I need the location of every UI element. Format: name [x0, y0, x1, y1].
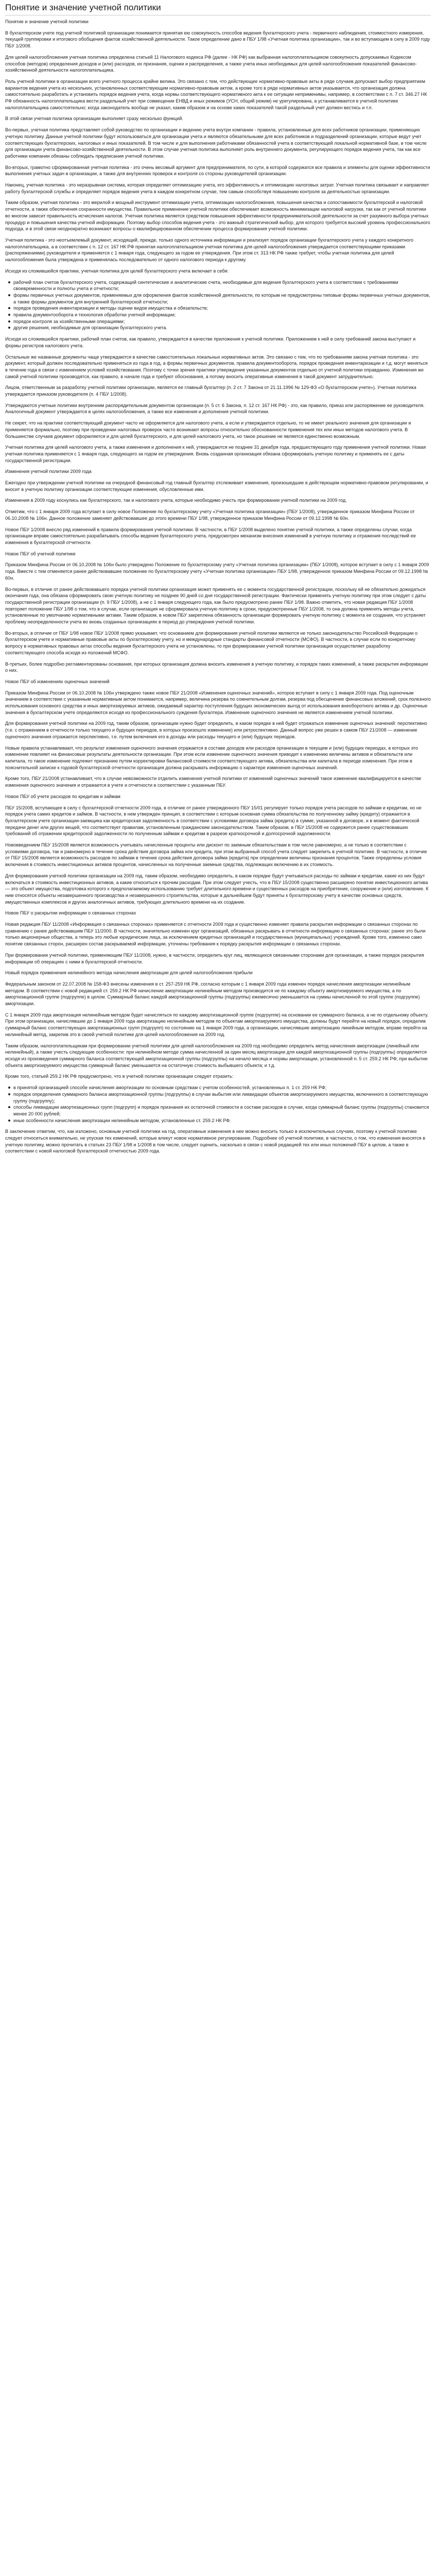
article-paragraph: Изменения учетной политики 2009 года: [5, 469, 92, 474]
article-paragraph: Лицом, ответственным за разработку учетной политики организации, является ее главный бухгалтер (п. 2 ст. 7 Закона от 21.11.1996 № 129-ФЗ «О бухгалтерском учете»). Учетная политика утверждается приказом руководителя (п. 4 ПБУ 1/2008).: [5, 385, 416, 397]
article-paragraph: Таким образом, налогоплательщикам при формировании учетной политики для целей налогообложения на 2009 год необходимо определить метод начисления амортизации (линейный или нелинейный), а также учесть следующие особенности: при нелинейном методе сумма начисленной за один месяц амортизации для каждой амортизационной группы (подгруппы) определяется исходя из произведения суммарного баланса соответствующей амортизационной группы (подгруппы) на начало месяца и нормы амортизации, установленной п. 5 ст. 259.2 НК РФ; при выбытии объекта амортизируемого имущества суммарный баланс уменьшается на остаточную стоимость выбывшего объекта; и т.д.: [5, 1043, 428, 1068]
article-page: [0, 2, 436, 1164]
article-paragraph: ПБУ 15/2008, вступающее в силу с бухгалтерской отчетности 2009 года, в отличие от ранее утвержденного ПБУ 15/01 регулирует только порядок учета расходов по займам и кредитам, но не порядок учета самих кредитов и займов. В частности, в нем утвержден принцип, в соответствии с которым основная сумма обязательства по полученному займу (кредиту) отражается в бухгалтерском учете организации-заемщика как кредиторская задолженность в соответствии с условиями договора займа (кредита) в сумме, указанной в договоре, и в момент фактической передачи денег или других вещей, что соответствует правилам, установленным гражданским законодательством. Таким образом, в ПБУ 15/2008 не содержится ранее существовавших требований об отражении кредиторской задолженности по полученным займам и кредитам в разрезе краткосрочной и долгосрочной задолженности.: [5, 805, 422, 837]
article-paragraph: Понятие и значение учетной политики: [5, 19, 89, 24]
bullet-list-item: [13, 1104, 431, 1117]
bullet-list-item-text: формы первичных учетных документов, применяемых для оформления фактов хозяйственной деятельности, по которым не предусмотрены типовые формы первичных учетных документов, а также формы документов для внутренней бухгалтерской отчетности;: [13, 292, 430, 304]
article-paragraph: Отметим, что с 1 января 2009 года вступает в силу новое Положение по бухгалтерскому учету «Учетная политика организации» (ПБУ 1/2008), утвержденное приказом Минфина России от 06.10.2008 № 106н. Данное положение заменяет действовавшее до этого времени ПБУ 1/98, утвержденное приказом Минфина России от 09.12.1998 № 60н.: [5, 509, 415, 521]
bullet-list-item: [13, 1091, 431, 1104]
bullet-list-item-text: в принятой организацией способе начисления амортизации по основным средствам с учетом особенностей, установленных п. 1 ст. 259 НК РФ;: [13, 1085, 327, 1091]
article-paragraph: Во-первых, в отличие от ранее действовавшего порядка учетной политики организация может применять ее с момента государственной регистрации, поскольку ей не обязательно дожидаться окончания года, она обязана сформировать свою учетную политику не позднее 90 дней со дня государственной регистрации. Фактически применять учетную политику при этом следует с даты государственной регистрации организации (п. 9 ПБУ 1/2008), а не с 1 января следующего года, как было предусмотрено ранее ПБУ 1/98. Важно отметить, что новая редакция ПБУ 1/2008 повторяет положение ПБУ 1/98 о том, что в случае, если организация не сформировала учетную политику в сроки, предусмотренные ПБУ 1/2008, то она должна применять методы учета, установленные по умолчанию нормативными актами. Таким образом, в новом ПБУ закреплена обязанность организации формировать учетную политику с момента ее создания, что устраняет проблему неопределенности учета во вновь созданных организациях в период до утверждения учетной политики.: [5, 586, 426, 625]
article-paragraph: Во-вторых, в отличие от ПБУ 1/98 новое ПБУ 1/2008 прямо указывает, что основанием для формирования учетной политики являются не только законодательство Российской Федерации о бухгалтерском учете и нормативные правовые акты по бухгалтерскому учету, но и международные стандарты финансовой отчетности (МСФО). В частности, в случае если по конкретному вопросу в нормативных правовых актах способы ведения бухгалтерского учета не установлены, то при формировании учетной политики организация осуществляет разработку соответствующего способа исходя из положений МСФО.: [5, 630, 418, 655]
bullet-dot-icon: [8, 320, 10, 323]
article-paragraph: В бухгалтерском учете под учетной политикой организации понимается принятая ею совокупность способов ведения бухгалтерского учета - первичного наблюдения, стоимостного измерения, текущей группировки и итогового обобщения фактов хозяйственной деятельности. Такое определение дано в ПБУ 1/98 «Учетная политика организации», так и во вступающем в силу в 2009 году ПБУ 1/2008.: [5, 30, 430, 49]
bullet-list-item-text: рабочий план счетов бухгалтерского учета, содержащий синтетические и аналитические счета, необходимые для ведения бухгалтерского учета в соответствии с требованиями своевременности и полноты учета и отчетности;: [13, 279, 398, 292]
article-paragraph: Новое ПБУ об учетной политике: [5, 551, 76, 556]
bullet-list-item-text: способы ликвидации амортизационных групп (подгрупп) и порядок признания их остаточной стоимости в составе расходов в случае, когда суммарный баланс группы (подгруппы) становится менее 20 000 рублей;: [13, 1105, 429, 1116]
bullet-list-item: [13, 318, 431, 325]
article-paragraph: Нововведением ПБУ 15/2008 является возможность учитывать начисленные проценты или дисконт по заемным обязательствам в том числе равномерно, а не только в соответствии с условиями договора, так и равномерно в течение срока действия договора займа или кредита, при этом выбранный способ учета следует закрепить в учетной политике. В частности, в отличие от ПБУ 15/2008 является возможность расходов по займам в течение срока действия договора займа (кредита) при определении величины признания процентов. Также определены условия включения в стоимость инвестиционных активов процентов, начисленных на полученные заемные средства, подлежащих включению в их стоимость.: [5, 842, 427, 868]
article-paragraph: Новый порядок применения нелинейного метода начисления амортизации для целей налогообложения прибыли: [5, 970, 253, 976]
article-paragraph: Не секрет, что на практике соответствующий документ часто не оформляется для налогового учета, а если и утверждается отдельно, то не имеет реального значения для организации и применяется формально, поэтому при проведении налоговых проверок часто возникают вопросы относительно обоснованности применения тех или иных методов налогового учета. В большинстве случаев документ оформляется и для целей бухгалтерского, и для целей налогового учета, но такое решение не является единственно возможным.: [5, 420, 411, 439]
article-paragraph: Новое ПБУ 1/2008 внесло ряд изменений в правила формирования учетной политики. В частности, в ПБУ 1/2008 выделено понятие учетной политики, а также определены случаи, когда организации вправе самостоятельно разрабатывать способы ведения бухгалтерского учета, предусмотрен механизм внесения изменений в учетную политику и отражения последствий ее изменения в бухгалтерской отчетности.: [5, 527, 416, 545]
article-paragraph: Наконец, учетная политика - это неразрывная система, которая определяет оптимизацию учета, его эффективность и оптимизацию налоговых затрат. Учетная политика связывает и направляет работу бухгалтерской службы и определяет порядок ведения учета в каждом конкретном случае, тем самым способствуя повышению контроля за деятельностью организации.: [5, 182, 429, 194]
article-paragraph: Новое ПБУ об изменениях оценочных значений: [5, 679, 110, 684]
article-paragraph: Исходя из сложившейся практики, рабочий план счетов, как правило, утверждается в качестве приложения к учетной политике. Приложением к ней в силу требований закона выступают и формы регистров налогового учета.: [5, 336, 416, 348]
article-paragraph: Новые правила устанавливают, что результат изменения оценочного значения отражается в составе доходов или расходов организации в текущем и (или) будущих периодах, в которых это изменение повлияет на финансовые результаты деятельности организации. При этом если изменение оценочного значения приводит к изменению величины активов и обязательств или капитала, то такое изменение подлежит признанию путем корректировки балансовой стоимости соответствующего актива, обязательства или капитала в периоде изменения. При этом в пояснительной записке к годовой бухгалтерской отчетности организация должна раскрывать информацию о характере изменения оценочных значений.: [5, 745, 418, 770]
article-paragraph: Для формирования учетной политики на 2009 год, таким образом, организации нужно будет определить, в каком порядке в ней будет отражаться изменение оценочных значений: перспективно (т.е. с отражением в отчетности только текущего и будущих периодов, в которых произошло изменение) или ретроспективно. Данный вопрос уже решен в самом ПБУ 21/2008 — изменение оценочного значения отражается перспективно, т.е. путем включения его в доходы или расходы текущего и (или) будущих периодов.: [5, 721, 427, 739]
article-paragraph: Во-первых, учетная политика представляет собой руководство по организации и ведению учета внутри компании - правила, установленные для всех работников организации, применяющих учетную политику. Данные учетной политики будут использоваться для организации учета и являются обязательными для всех работников и подразделений организации, которые ведут учет соответствующих бухгалтерских, налоговых и иных показателей. В том числе и для выполнения работниками обязанностей учета в соответствующей локальной нормативной базе, в том числе для организации учета финансово-хозяйственной деятельности. В этом случае учетная политика выполняет роль внутреннего документа, регулирующего порядок ведения учета, так как все работники компании обязаны соблюдать предписания учетной политики.: [5, 127, 427, 159]
article-paragraph: Федеральным законом от 22.07.2008 № 158-ФЗ внесены изменения в ст. 257-259 НК РФ, согласно которым с 1 января 2009 года изменен порядок начисления амортизации нелинейным методом. В соответствии с новой редакцией ст. 259.2 НК РФ начисление амортизации нелинейным методом производится не по каждому объекту амортизируемого имущества, а по амортизационной группе (подгруппе) в целом. Суммарный баланс каждой амортизационной группы (подгруппы) ежемесячно уменьшается на суммы начисленной по этой группе (подгруппе) амортизации.: [5, 981, 420, 1007]
bullet-list-item: [13, 325, 431, 331]
bullet-list-item: [13, 305, 431, 312]
article-paragraph: В заключение отметим, что, как изложено, основным учетной политики на год, оперативные изменения в нее можно вносить только в исключительных случаях, поэтому к учетной политике следует относиться внимательно, не упуская тех изменений, которые влекут новое нормативное регулирование. Подробнее об учетной политике, в частности, о том, что изменения вносятся в учетную политику, можно прочитать в статьях 23 ПБУ 1/98 и 1/2008 в том числе, следует оценить, насколько в связи с новой редакцией тех или иных положений ПБУ в целом, а также в соответствии с новой налоговой бухгалтерской отчетностью 2009 года.: [5, 1129, 426, 1154]
article-paragraph: Таким образом, учетная политика - это мерилой и мощный инструмент оптимизации учета, оптимизации налогообложения, повышения качества и сопоставимости бухгалтерской и налоговой отчетности, а также обеспечения сохранности имущества. Правильное применение учетной политики обеспечивает возможность минимизации налоговой нагрузки, так как от учетной политики во многом зависит правильность исчисления налогов. Учетная политика является средством повышения эффективности предпринимательской деятельности за счет разумного выбора учетных процедур и повышения качества учетной информации. Поэтому выбор способов ведения учета - это важный стратегический выбор, для которого требуется высокий уровень профессионального подхода, и в этой связи неоднократно возникают вопросы о квалифицированном обеспечении процесса формирования учетной политики.: [5, 200, 430, 232]
article-paragraph: Изменения в 2009 году коснулись как бухгалтерского, так и налогового учета, которые необходимо учесть при формировании учетной политики на 2009 год.: [5, 498, 347, 503]
bullet-list-item-text: порядок проведения инвентаризации и методы оценки видов имущества и обязательств;: [13, 306, 208, 311]
bullet-list-item: [13, 292, 431, 305]
bullet-list-item-text: порядок контроля за хозяйственными операциями;: [13, 318, 125, 324]
article-paragraph: Ежегодно при утверждении учетной политики на очередной финансовый год главный бухгалтер отслеживает изменения, произошедшие в действующем нормативно-правовом регулировании, и вносит в учетную политику организации соответствующие изменения, обусловленные ими.: [5, 480, 428, 492]
bullet-dot-icon: [8, 1093, 10, 1095]
bullet-dot-icon: [8, 281, 10, 283]
bullet-list-item-text: порядок определения суммарного баланса амортизационной группы (подгруппы) в случае выбытия или ликвидации объектов амортизируемого имущества, включенного в соответствующую группу (подгруппу);: [13, 1091, 428, 1104]
article-paragraph: Утверждаются учетные политики внутренним распорядительным документом организации (п. 5 ст. 6 Закона, п. 12 ст. 167 НК РФ) - это, как правило, приказ или распоряжение ее руководителя. Аналогичный документ утверждается в целях налогообложения, а также все изменения и дополнения учетной политики.: [5, 402, 425, 415]
bullet-dot-icon: [8, 1087, 10, 1089]
page-title: [5, 2, 431, 15]
bullet-list-item-text: другие решения, необходимые для организации бухгалтерского учета.: [13, 325, 167, 331]
article-paragraph: Новое ПБУ о раскрытии информации о связанных сторонах: [5, 910, 136, 916]
bullet-dot-icon: [8, 327, 10, 329]
article-paragraph: При формировании учетной политики, применяющим ПБУ 11/2008, нужно, в частности, определить круг лиц, являющихся связанными сторонами для организации, а также порядок раскрытия информации об операциях с ними в бухгалтерской отчетности.: [5, 952, 424, 964]
article-body: [5, 19, 431, 1155]
article-paragraph: Для целей налогообложения учетная политика определена статьей 11 Налогового кодекса РФ (далее - НК РФ) как выбранная налогоплательщиком совокупность допускаемых Кодексом способов (методов) определения доходов и (или) расходов, их признания, оценки и распределения, а также учета иных необходимых для целей налогообложения показателей финансово-хозяйственной деятельности налогоплательщика.: [5, 54, 417, 73]
bullet-list-item-text: иные особенности начисления амортизации нелинейным методом, установленные ст. 259.2 НК РФ.: [13, 1117, 231, 1123]
article-paragraph: Для формирования учетной политики организации на 2009 год, таким образом, необходимо определить, в каком порядке будут учитываться расходы по займам и кредитам, какие из них будут включаться в стоимость инвестиционных активов, а какие относиться к прочим расходам. При этом следует учесть, что в ПБУ 15/2008 существенно расширено понятие инвестиционного актива — это объект имущества, подготовка которого к предполагаемому использованию требует длительного времени и существенных расходов на приобретение, сооружение и (или) изготовление. К ним относятся объекты незавершенного производства и незавершенного строительства, которые в дальнейшем будут приняты к бухгалтерскому учету в качестве основных средств, имущественных комплексов и других аналогичных активов, требующих длительного времени на их создание.: [5, 873, 429, 905]
article-paragraph: Кроме того, статьей 259.2 НК РФ предусмотрено, что в учетной политике организации следует отразить:: [5, 1074, 234, 1079]
article-paragraph: В-третьих, более подробно регламентированы основания, при которых организация должна вносить изменения в учетную политику, и порядок таких изменений, а также раскрытия информации о них.: [5, 661, 428, 673]
article-paragraph: Приказом Минфина России от 06.10.2008 № 106н утверждено также новое ПБУ 21/2008 «Изменения оценочных значений», которое вступает в силу с 1 января 2009 года. Под оценочным значением в соответствии с указанным нормативным актом понимается, например, величина резерва по сомнительным долгам, резерва под обесценение финансовых вложений, срок полезного использования основного средства и иных амортизируемых активов, ожидаемый характер поступления будущих экономических выгод от использования внеоборотного актива и др. Оценочные значения в бухгалтерском учете определяются исходя из профессионального суждения бухгалтера. Изменение оценочного значения не является изменением учетной политики.: [5, 690, 431, 715]
bullet-dot-icon: [8, 314, 10, 316]
article-paragraph: Исходя из сложившейся практики, учетная политика для целей бухгалтерского учета включает в себя:: [5, 268, 229, 274]
article-paragraph: С 1 января 2009 года амортизация нелинейным методом будет начисляться по каждому амортизационной группе (подгруппе) на основании ее суммарного баланса, а не по отдельному объекту. При этом организации, начислявшие до 1 января 2009 года амортизацию нелинейным методом по объектам амортизируемого имущества, должны будут перейти на новый порядок, определив суммарный баланс соответствующих амортизационных групп (подгрупп) по состоянию на 1 января 2009 года, а организации, начислявшие амортизацию линейным методом, вправе перейти на нелинейный метод, закрепив это в своей учетной политике для целей налогообложения на 2009 год.: [5, 1012, 429, 1037]
bullet-list-item: [13, 279, 431, 292]
article-paragraph: Учетная политика для целей налогового учета, а также изменения и дополнения к ней, утверждаются не позднее 31 декабря года, предшествующего году применения учетной политики. Новая учетная политика применяется с 1 января года, следующего за годом ее утверждения. Вновь созданная организация обязана сформировать учетную политику и применять ее с даты государственной регистрации.: [5, 445, 426, 463]
bullet-dot-icon: [8, 1106, 10, 1108]
bullet-list-item: [13, 1084, 431, 1091]
article-paragraph: Кроме того, ПБУ 21/2008 устанавливает, что в случае невозможности отделить изменения учетной политики от изменений оценочных значений такое изменение квалифицируется в качестве изменения оценочного значения и отражается в учете и отчетности в соответствии с указанным ПБУ.: [5, 776, 422, 788]
article-paragraph: Роль учетной политики в организации всего учетного процесса крайне велика. Это связано с тем, что действующее нормативно-правовые акты в ряде случаев допускают выбор предприятием вариантов ведения учета из нескольких, установленных соответствующим нормативно-правовым актом, а кроме того в ряде нормативных актов указывается, что организация должна самостоятельно разработать и установить порядок ведения учета, когда нормы соответствующего нормативного акта к ее ситуации неприменимы, например, в соответствии с п. 7 ст. 346.27 НК РФ обязанность налогоплательщика вести раздельный учет при совмещении ЕНВД и иных режимов (УСН, общий режим) не урегулирована, а устанавливается в учетной политике налогоплательщика самостоятельно; когда законодатель вообще не указал, каким образом и на основе каких показателей такой раздельный учет должен вестись и т.п.: [5, 78, 427, 110]
article-paragraph: В этой связи учетная политика организации выполняет сразу несколько функций.: [5, 116, 183, 122]
bullet-list-item-text: правила документооборота и технология обработки учетной информации;: [13, 312, 176, 318]
article-paragraph: Остальные же названные документы чаще утверждаются в качестве самостоятельных локальных нормативных актов. Это связано с тем, что по требованиям закона учетная политика - это документ, который должен последовательно применяться из года в год, а формы первичных документов, правила документооборота, порядок проведения инвентаризации и т.д. могут меняться в течение года в связи с изменением условий хозяйствования. Поэтому с точки зрения практики утверждение указанных документов отдельно от учетной политики оправданно. Изменения же самой учетной политики производятся, как правило, в начале года и требуют обоснования, а потому вносить оперативные изменения в такой документ затруднительно.: [5, 354, 428, 379]
bullet-list-item: [13, 1117, 431, 1124]
bullet-dot-icon: [8, 294, 10, 296]
article-paragraph: Новая редакция ПБУ 11/2008 «Информация о связанных сторонах» применяется с отчетности 2009 года и существенно изменяет правила раскрытия информации о связанных сторонах по сравнению с ранее действовавшим ПБУ 11/2000. В частности, значительно изменен круг организаций, обязанных раскрывать в отчетности информацию о связанных сторонах: ранее это были только акционерные общества, а теперь это любые юридические лица, за исключением кредитных организаций и государственных (муниципальных) учреждений. Кроме того, изменено само понятие связанных сторон, расширен состав раскрываемой информации, уточнены требования к порядку раскрытия информации о связанных сторонах.: [5, 922, 426, 947]
article-bullet-list: [5, 279, 431, 332]
bullet-dot-icon: [8, 1120, 10, 1122]
article-bullet-list: [5, 1084, 431, 1124]
article-paragraph: Приказом Минфина России от 06.10.2008 № 106н было утверждено Положение по бухгалтерскому учету «Учетная политика организации» (ПБУ 1/2008), которое вступает в силу с 1 января 2009 года. Вместе с тем отменяется ранее действовавшее положение по бухгалтерскому учету «Учетная политика организации» ПБУ 1/98, утвержденное приказом Минфина России от 09.12.1998 № 60н.: [5, 562, 429, 581]
bullet-dot-icon: [8, 307, 10, 309]
article-paragraph: Учетная политика - это неотъемлемый документ, исходящий, прежде, только одного источника информации и реализует порядок организации бухгалтерского учета у каждого конкретного налогоплательщика, а в соответствии с п. 12 ст. 167 НК РФ принятая налогоплательщиком учетная политика для целей налогообложения утверждается соответствующими приказами (распоряжениями) руководителя и применяется с 1 января года, следующего за годом ее утверждения. При этом ст. 313 НК РФ также требует, чтобы учетная политика для целей налогообложения была утверждена и применялась последовательно от одного налогового периода к другому.: [5, 237, 414, 263]
bullet-list-item: [13, 312, 431, 318]
article-paragraph: Во-вторых, грамотно сформированная учетная политика - это очень весомый аргумент для предпринимателя, по сути, в которой содержатся все правила и элементы для оценки эффективности выполнения учетных задач в организации, а также для внутренних проверок и контроля со стороны руководителей организации.: [5, 164, 430, 177]
article-paragraph: Новое ПБУ об учете расходов по кредитам и займам: [5, 793, 120, 799]
page-title-text: Понятие и значение учетной политики: [5, 2, 431, 15]
